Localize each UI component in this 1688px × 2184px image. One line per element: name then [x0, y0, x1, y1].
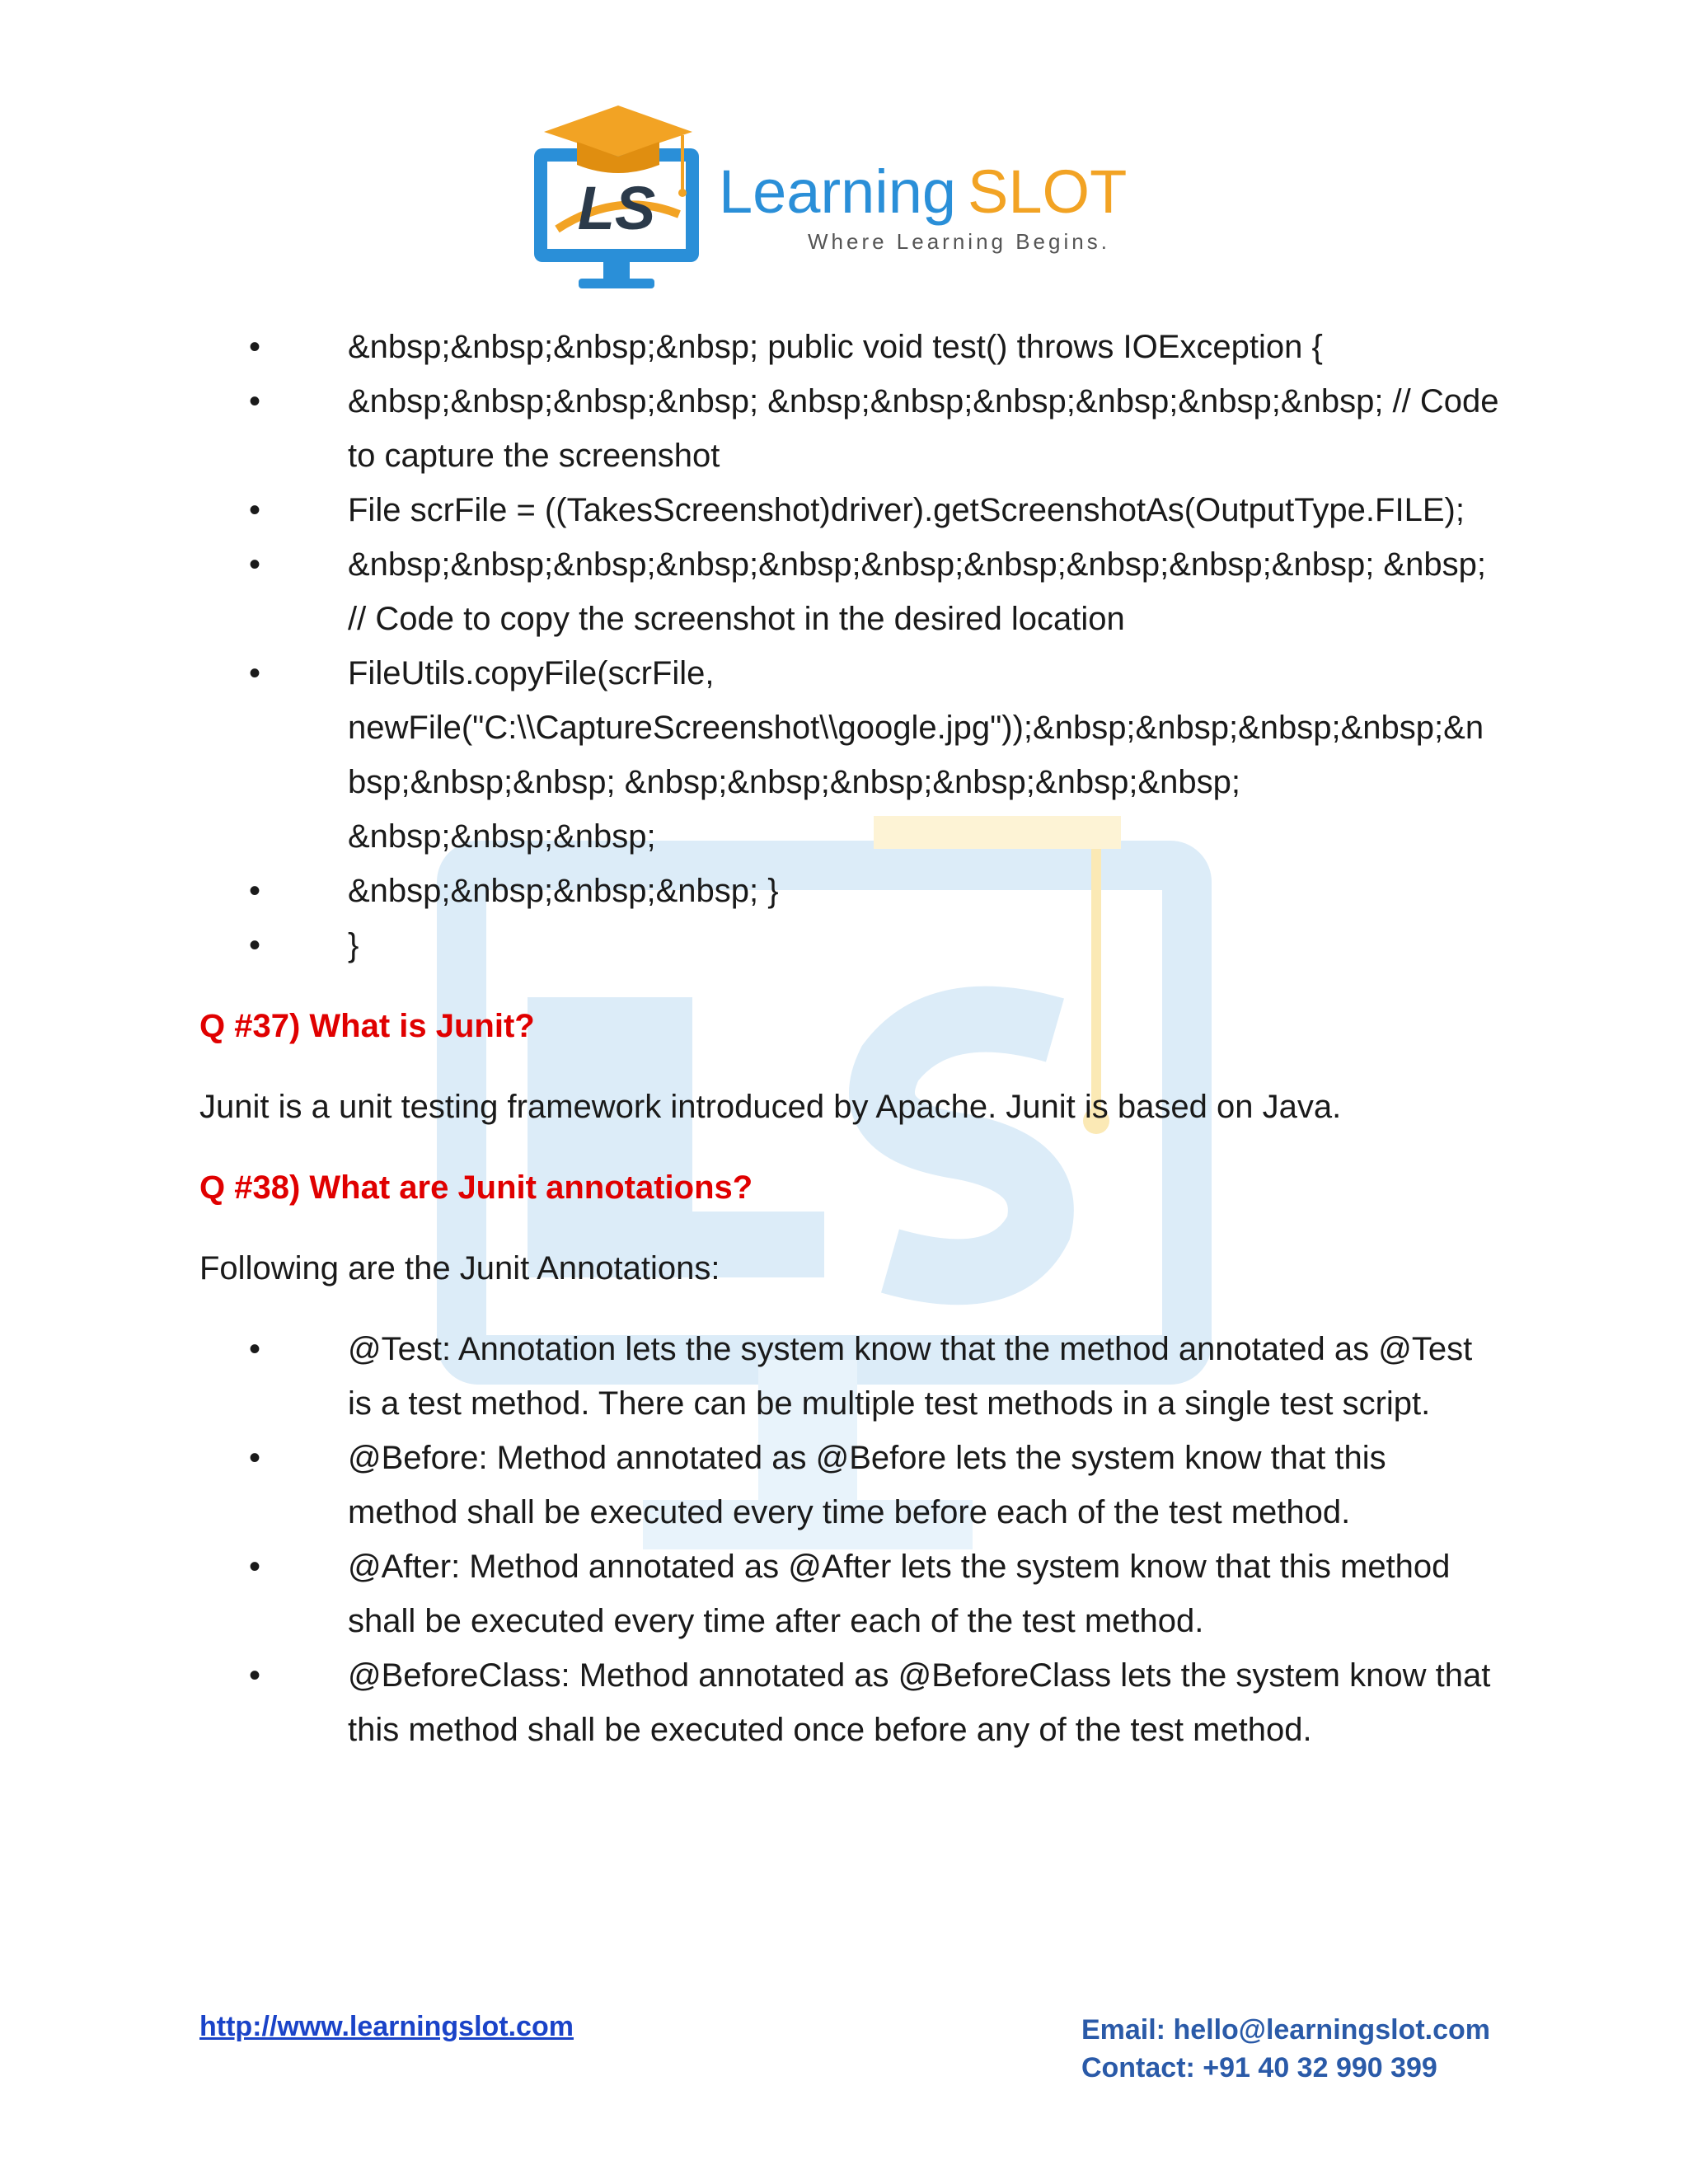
footer-contact: [1081, 2011, 1490, 2087]
list-item: • File scrFile = ((TakesScreenshot)driver).getScreenshotAs(OutputType.FILE);: [199, 483, 1502, 537]
list-item: • @After: Method annotated as @After lets the system know that this method shall be executed every time after each of the test method.: [199, 1540, 1502, 1648]
list-item: • &nbsp;&nbsp;&nbsp;&nbsp; &nbsp;&nbsp;&nbsp;&nbsp;&nbsp;&nbsp; // Code to capture the screenshot: [199, 374, 1502, 483]
annotations-intro: Following are the Junit Annotations:: [199, 1250, 720, 1286]
brand-name-part1: Learning: [719, 157, 957, 226]
logo-letters: LS: [577, 174, 656, 242]
answer-37: Junit is a unit testing framework introduced by Apache. Junit is based on Java.: [199, 1089, 1342, 1125]
learning-slot-logo: [528, 99, 1154, 321]
list-item: • FileUtils.copyFile(scrFile, newFile("C:\\CaptureScreenshot\\google.jpg"));&nbsp;&nbsp;&nbsp;&nbsp;&nbsp;&nbsp;&nbsp; &nbsp;&nbsp;&nbsp;&nbsp;&nbsp;&nbsp; &nbsp;&nbsp;&nbsp;: [199, 646, 1502, 864]
brand-tagline: Where Learning Begins.: [808, 229, 1110, 254]
list-item: • @Test: Annotation lets the system know that the method annotated as @Test is a test method. There can be multiple test methods in a single test script.: [199, 1322, 1502, 1431]
email-text: Email: hello@learningslot.com: [1081, 2014, 1490, 2046]
list-item: • }: [199, 918, 1502, 972]
contact-phone-text: Contact: +91 40 32 990 399: [1081, 2052, 1437, 2083]
brand-name-part2: SLOT: [968, 157, 1128, 226]
question-heading-38: Q #38) What are Junit annotations?: [199, 1169, 753, 1206]
website-link[interactable]: http://www.learningslot.com: [199, 2011, 574, 2042]
brand-name: [719, 157, 1127, 226]
list-item: • &nbsp;&nbsp;&nbsp;&nbsp;&nbsp;&nbsp;&nbsp;&nbsp;&nbsp;&nbsp; &nbsp; // Code to copy the screenshot in the desired location: [199, 537, 1502, 646]
list-item: • &nbsp;&nbsp;&nbsp;&nbsp; public void test() throws IOException {: [199, 320, 1502, 374]
list-item: • @Before: Method annotated as @Before lets the system know that this method shall be executed every time before each of the test method.: [199, 1431, 1502, 1540]
list-item: • &nbsp;&nbsp;&nbsp;&nbsp; }: [199, 864, 1502, 918]
page-content: [199, 320, 1502, 1757]
annotations-list: [199, 1322, 1502, 1757]
question-heading-37: Q #37) What is Junit?: [199, 1008, 535, 1044]
code-bullet-list: [199, 320, 1502, 972]
list-item: • @BeforeClass: Method annotated as @BeforeClass lets the system know that this method shall be executed once before any of the test method.: [199, 1648, 1502, 1757]
